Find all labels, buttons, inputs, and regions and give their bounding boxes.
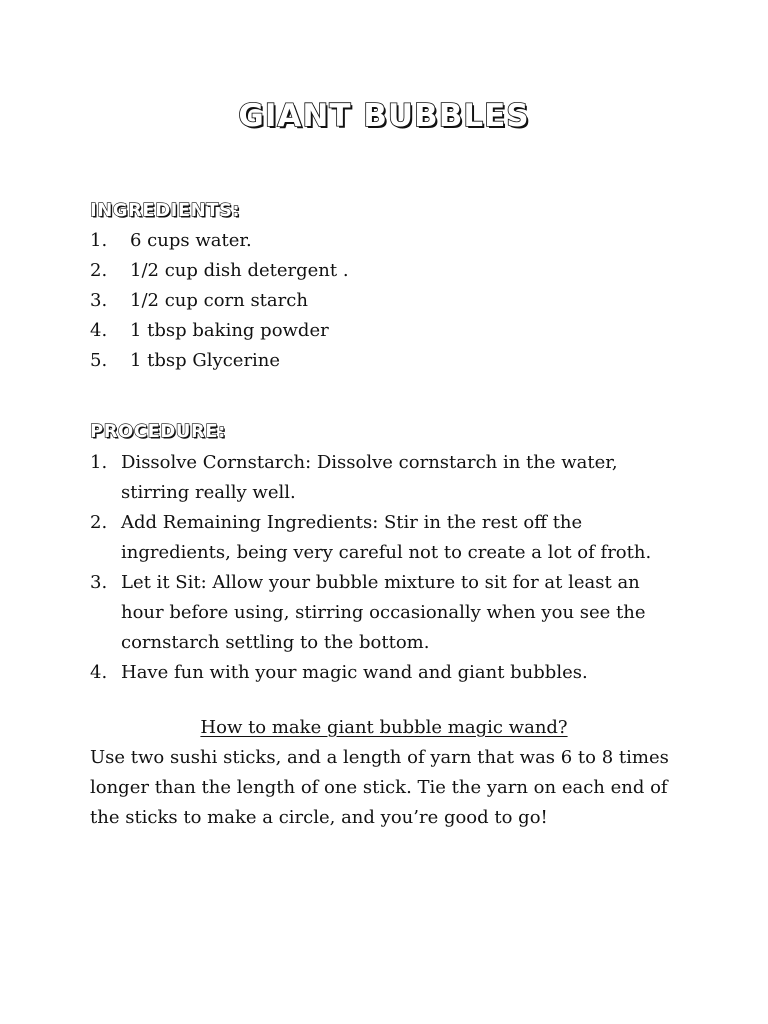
step-text: Let it Sit: Allow your bubble mixture to sit for at least an hour before using, stirring occasionally when you see the cornstarch settling to the bottom. (121, 572, 646, 653)
page-title: GIANT BUBBLES (238, 98, 530, 134)
item-text: 6 cups water. (130, 230, 252, 251)
step-text: Dissolve Cornstarch: Dissolve cornstarch in the water, stirring really well. (121, 452, 618, 503)
wand-instructions: Use two sushi sticks, and a length of yarn that was 6 to 8 times longer than the length of one stick. Tie the yarn on each end of the sticks to make a circle, and you’re good to go! (90, 747, 669, 828)
list-item (90, 568, 670, 658)
step-number: 1. (90, 452, 108, 473)
list-item (90, 448, 670, 508)
step-number: 2. (90, 512, 108, 533)
list-item (90, 658, 670, 688)
list-item (90, 226, 650, 256)
procedure-heading: PROCEDURE: (90, 421, 226, 442)
step-number: 3. (90, 572, 108, 593)
item-number: 4. (90, 320, 108, 341)
item-text: 1 tbsp Glycerine (130, 350, 281, 371)
ingredients-list (90, 226, 650, 376)
ingredients-heading: INGREDIENTS: (90, 200, 241, 221)
step-number: 4. (90, 662, 108, 683)
item-number: 3. (90, 290, 108, 311)
item-number: 2. (90, 260, 108, 281)
list-item (90, 316, 650, 346)
step-text: Add Remaining Ingredients: Stir in the rest off the ingredients, being very careful not to create a lot of froth. (121, 512, 652, 563)
item-text: 1 tbsp baking powder (130, 320, 329, 341)
item-text: 1/2 cup dish detergent . (130, 260, 349, 281)
list-item (90, 508, 670, 568)
list-item (90, 256, 650, 286)
list-item (90, 286, 650, 316)
wand-section-title: How to make giant bubble magic wand? (200, 717, 568, 738)
item-text: 1/2 cup corn starch (130, 290, 308, 311)
step-text: Have fun with your magic wand and giant bubbles. (121, 662, 588, 683)
list-item (90, 346, 650, 376)
item-number: 5. (90, 350, 108, 371)
item-number: 1. (90, 230, 108, 251)
procedure-list (90, 448, 670, 688)
